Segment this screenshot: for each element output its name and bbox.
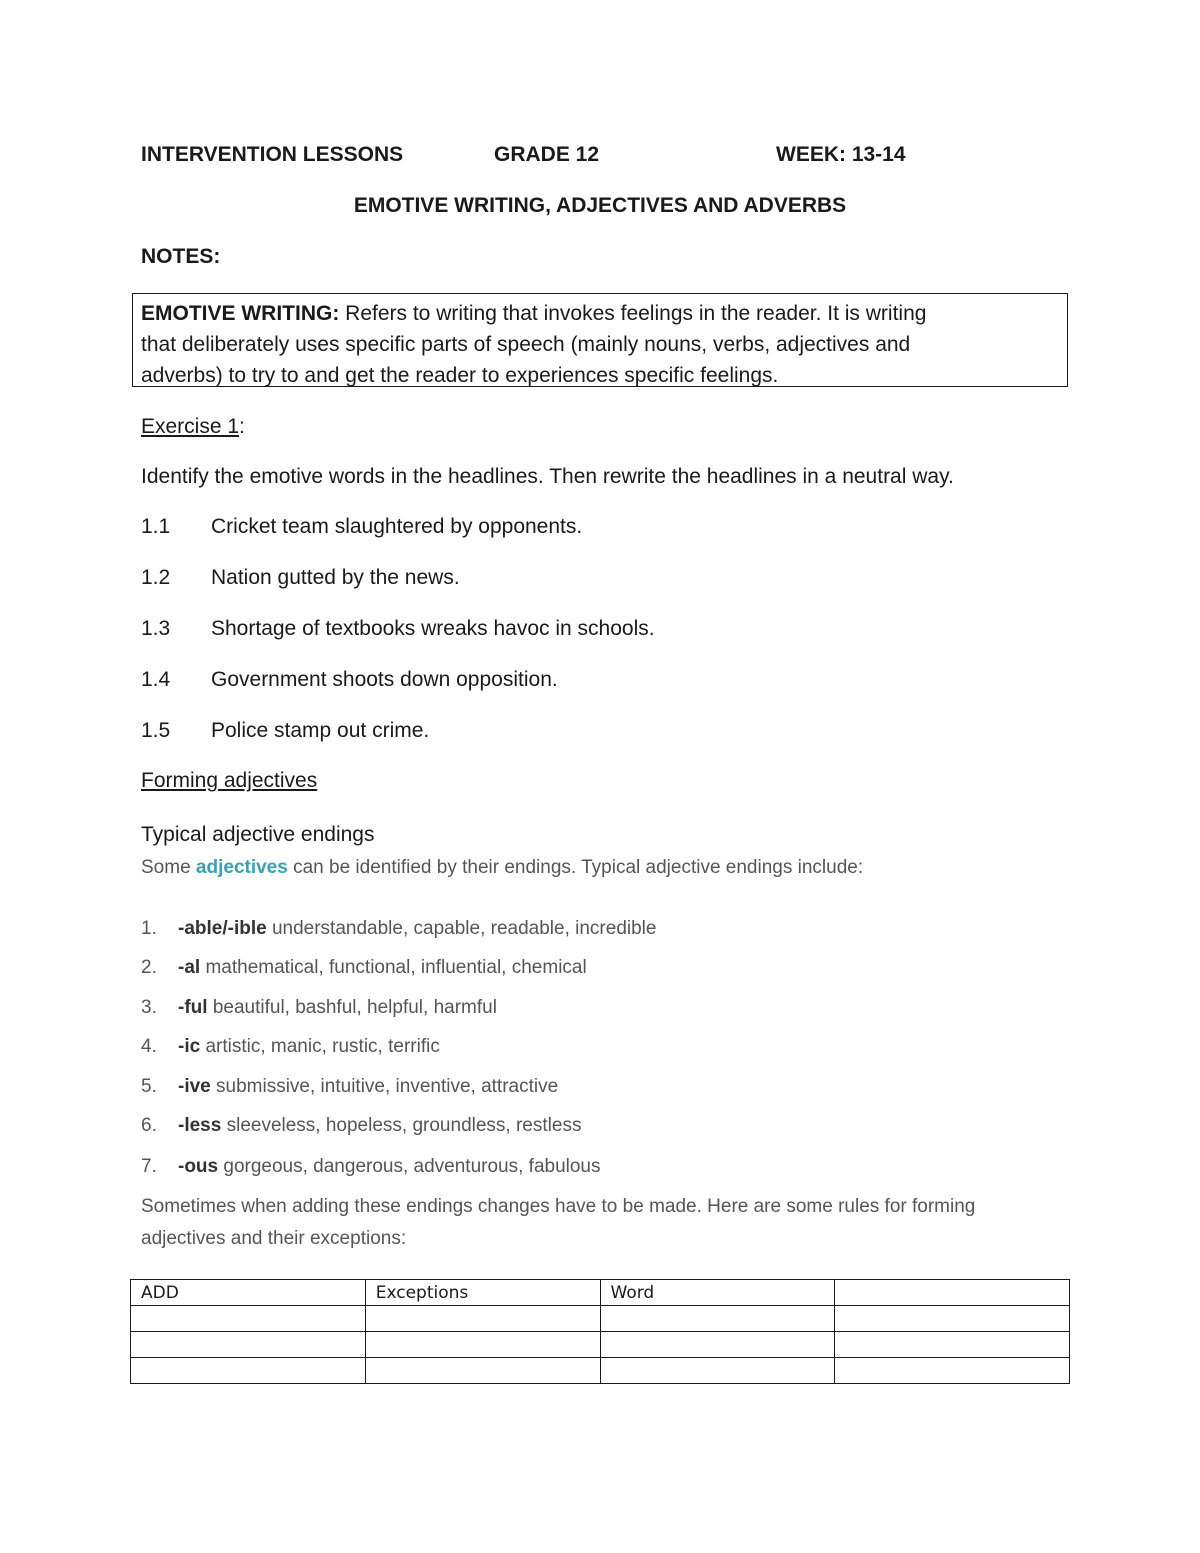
list-item-num: 1.1 xyxy=(141,515,171,538)
ending-item xyxy=(178,1076,558,1098)
ending-num: 1. xyxy=(141,918,157,939)
table-cell[interactable] xyxy=(365,1332,600,1358)
definition-line-1: Refers to writing that invokes feelings in the reader. It is writing xyxy=(339,302,927,325)
ending-examples: beautiful, bashful, helpful, harmful xyxy=(207,997,497,1018)
table-header-cell xyxy=(835,1280,1070,1306)
section-heading: Forming adjectives xyxy=(141,769,318,792)
ending-item xyxy=(178,918,656,940)
ending-examples: sleeveless, hopeless, groundless, restless xyxy=(221,1115,582,1136)
ending-examples: mathematical, functional, influential, chemical xyxy=(200,957,587,978)
rules-intro-line-1: Sometimes when adding these endings changes have to be made. Here are some rules for forming xyxy=(141,1196,976,1217)
ending-suffix: -ive xyxy=(178,1076,211,1097)
table-row xyxy=(131,1306,1070,1332)
list-item-num: 1.2 xyxy=(141,566,171,589)
ending-item xyxy=(178,957,587,979)
table-cell[interactable] xyxy=(600,1306,835,1332)
table-header-cell: Exceptions xyxy=(365,1280,600,1306)
ending-suffix: -ic xyxy=(178,1036,201,1057)
exercise-label: Exercise 1 xyxy=(141,415,240,438)
exercise-instruction: Identify the emotive words in the headlines. Then rewrite the headlines in a neutral way. xyxy=(141,465,954,488)
intro-text: can be identified by their endings. Typical adjective endings include: xyxy=(287,857,864,878)
list-item-text: Police stamp out crime. xyxy=(211,719,430,742)
ending-item xyxy=(178,1156,601,1178)
definition-term: EMOTIVE WRITING: xyxy=(141,302,340,325)
table-header-row xyxy=(131,1280,1070,1306)
table-cell[interactable] xyxy=(835,1306,1070,1332)
ending-num: 5. xyxy=(141,1076,157,1097)
ending-suffix: -able/-ible xyxy=(178,918,267,939)
ending-item xyxy=(178,997,497,1019)
list-item-text: Shortage of textbooks wreaks havoc in schools. xyxy=(211,617,655,640)
week-label: WEEK: 13-14 xyxy=(776,143,906,166)
ending-examples: understandable, capable, readable, incredible xyxy=(266,918,657,939)
ending-num: 6. xyxy=(141,1115,157,1136)
endings-intro xyxy=(141,857,863,879)
table-row xyxy=(131,1358,1070,1384)
ending-item xyxy=(178,1036,440,1058)
table-header-cell: Word xyxy=(600,1280,835,1306)
grade-label: GRADE 12 xyxy=(494,143,600,166)
table-cell[interactable] xyxy=(365,1358,600,1384)
ending-examples: artistic, manic, rustic, terrific xyxy=(200,1036,440,1057)
page-title: EMOTIVE WRITING, ADJECTIVES AND ADVERBS xyxy=(353,194,847,217)
ending-num: 7. xyxy=(141,1156,157,1177)
ending-suffix: -less xyxy=(178,1115,222,1136)
ending-suffix: -ous xyxy=(178,1156,219,1177)
list-item-num: 1.4 xyxy=(141,668,171,691)
intro-text: Some xyxy=(141,857,196,878)
list-item-num: 1.3 xyxy=(141,617,171,640)
ending-item xyxy=(178,1115,581,1137)
ending-examples: submissive, intuitive, inventive, attractive xyxy=(210,1076,559,1097)
ending-suffix: -al xyxy=(178,957,201,978)
exercise-heading xyxy=(141,415,245,439)
notes-heading: NOTES: xyxy=(141,245,221,268)
exercise-colon: : xyxy=(239,415,245,438)
definition-line-2: that deliberately uses specific parts of speech (mainly nouns, verbs, adjectives and xyxy=(141,333,911,356)
list-item-num: 1.5 xyxy=(141,719,171,742)
ending-examples: gorgeous, dangerous, adventurous, fabulous xyxy=(218,1156,601,1177)
table-cell[interactable] xyxy=(131,1332,366,1358)
ending-num: 3. xyxy=(141,997,157,1018)
table-cell[interactable] xyxy=(365,1306,600,1332)
rules-intro-line-2: adjectives and their exceptions: xyxy=(141,1228,407,1249)
list-item-text: Nation gutted by the news. xyxy=(211,566,460,589)
rules-table xyxy=(130,1279,1070,1384)
definition-line-3: adverbs) to try to and get the reader to experiences specific feelings. xyxy=(141,364,779,387)
table-row xyxy=(131,1332,1070,1358)
ending-num: 2. xyxy=(141,957,157,978)
list-item-text: Government shoots down opposition. xyxy=(211,668,558,691)
table-cell[interactable] xyxy=(131,1306,366,1332)
ending-num: 4. xyxy=(141,1036,157,1057)
table-cell[interactable] xyxy=(600,1332,835,1358)
table-cell[interactable] xyxy=(600,1358,835,1384)
table-cell[interactable] xyxy=(835,1358,1070,1384)
table-header-cell: ADD xyxy=(131,1280,366,1306)
table-cell[interactable] xyxy=(835,1332,1070,1358)
subsection-heading: Typical adjective endings xyxy=(141,823,375,846)
list-item-text: Cricket team slaughtered by opponents. xyxy=(211,515,583,538)
lesson-title: INTERVENTION LESSONS xyxy=(141,143,404,166)
adjectives-keyword: adjectives xyxy=(195,857,288,878)
ending-suffix: -ful xyxy=(178,997,208,1018)
definition-box xyxy=(132,293,1068,387)
table-cell[interactable] xyxy=(131,1358,366,1384)
